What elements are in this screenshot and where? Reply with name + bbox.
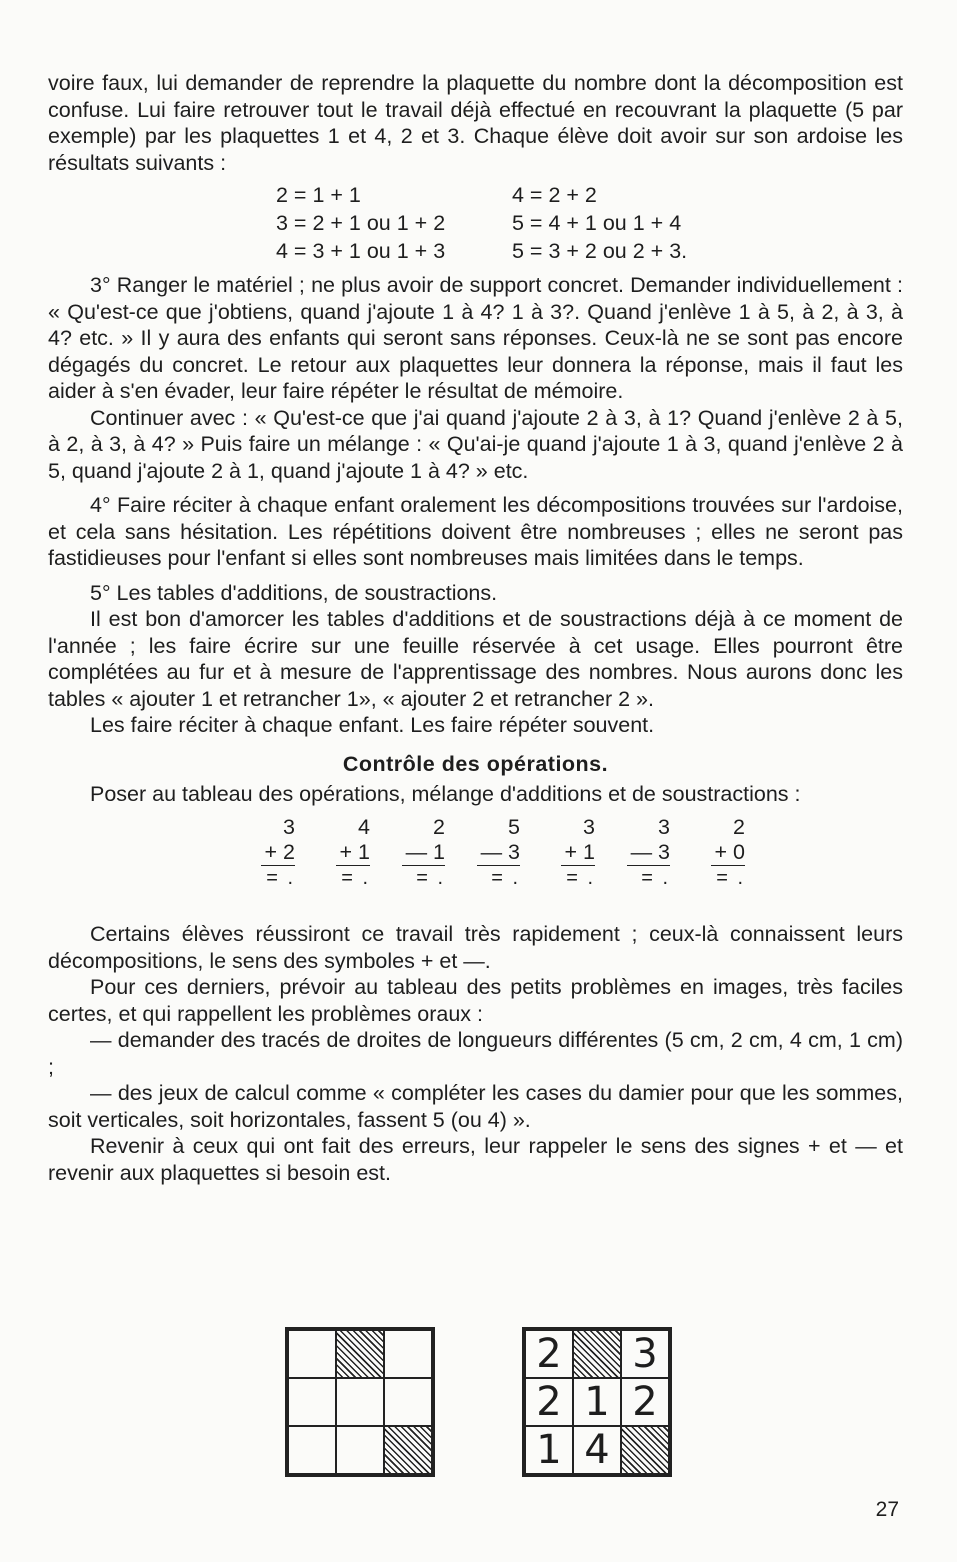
- grid-cell: 2: [621, 1378, 669, 1426]
- operand-top: 3: [283, 815, 295, 839]
- operation-result: = .: [266, 867, 295, 889]
- paragraph: Continuer avec : « Qu'est-ce que j'ai quand j'ajoute 2 à 3, à 1? Quand j'enlève 2 à 5, à 2, à 3, à 4? » Puis faire un mélange : « Qu'ai-je quand j'ajoute 1 à 3, quand j'enlève 2 à 5, quand j'ajoute 2 à 1, quand j'ajoute 1 à 4? » etc.: [48, 405, 903, 483]
- grid-cell: [384, 1378, 432, 1426]
- operation-result: = .: [641, 867, 670, 889]
- paragraph: Certains élèves réussiront ce travail très rapidement ; ceux-là connaissent leurs décompositions, le sens des symboles + et —.: [48, 922, 903, 973]
- paragraph: voire faux, lui demander de reprendre la plaquette du nombre dont la décomposition est confuse. Lui faire retrouver tout le travail déjà effectué en recouvrant la plaquette (5 par exemple) par les plaquettes 1 et 4, 2 et 3. Chaque élève doit avoir sur son ardoise les résultats suivants :: [48, 71, 903, 175]
- paragraph: — demander des tracés de droites de longueurs différentes (5 cm, 2 cm, 4 cm, 1 cm) ;: [48, 1028, 903, 1079]
- operand-top: 5: [508, 815, 520, 839]
- grid-cell: 2: [525, 1378, 573, 1426]
- hatched-cell: [384, 1426, 432, 1474]
- operation: [220, 815, 295, 891]
- operand-bottom: + 0: [711, 840, 746, 866]
- page-number: 27: [875, 1498, 899, 1521]
- paragraph: Pour ces derniers, prévoir au tableau des petits problèmes en images, très faciles certes, et qui rappellent les problèmes oraux :: [48, 975, 903, 1026]
- hatched-cell: [573, 1330, 621, 1378]
- equations-block: [276, 182, 903, 264]
- paragraph: Revenir à ceux qui ont fait des erreurs, leur rappeler le sens des signes + et — et revenir aux plaquettes si besoin est.: [48, 1134, 903, 1185]
- operation-result: = .: [341, 867, 370, 889]
- operation: [520, 815, 595, 891]
- paragraph: Les faire réciter à chaque enfant. Les faire répéter souvent.: [90, 713, 655, 737]
- operation: [595, 815, 670, 891]
- operations-row: [220, 815, 903, 891]
- paragraph: Il est bon d'amorcer les tables d'additions et de soustractions déjà à ce moment de l'année ; les faire écrire sur une feuille réservée à cet usage. Elles pourront être complétées au fur et à mesure de l'apprentissage des nombres. Nous aurons donc les tables « ajouter 1 et retrancher 1», « ajouter 2 et retrancher 2 ».: [48, 607, 903, 711]
- paragraph: 3° Ranger le matériel ; ne plus avoir de support concret. Demander individuellement : « Qu'est-ce que j'obtiens, quand j'ajoute 1 à 4? 1 à 3?. Quand j'enlève 1 à 5, à 2, à 3, à 4? etc. » Il y aura des enfants qui seront sans réponses. Ceux-là ne se sont pas encore dégagés du concret. Le retour aux plaquettes leur donnera la réponse, mais il faut les aider à s'en évader, leur faire répéter le résultat de mémoire.: [48, 273, 903, 403]
- operand-top: 4: [358, 815, 370, 839]
- grid-cell: [336, 1378, 384, 1426]
- operation: [445, 815, 520, 891]
- hatched-cell: [621, 1426, 669, 1474]
- operand-top: 2: [733, 815, 745, 839]
- grid-cell: [288, 1330, 336, 1378]
- operand-bottom: + 2: [261, 840, 296, 866]
- page-body: [48, 70, 903, 1186]
- operation-result: = .: [566, 867, 595, 889]
- empty-checkerboard: [285, 1327, 435, 1477]
- hatched-cell: [336, 1330, 384, 1378]
- paragraph: Poser au tableau des opérations, mélange d'additions et de soustractions :: [90, 781, 801, 806]
- operand-bottom: + 1: [561, 840, 596, 866]
- operand-bottom: — 3: [477, 840, 520, 866]
- grid-cell: [288, 1378, 336, 1426]
- grid-cell: [384, 1330, 432, 1378]
- paragraph: 5° Les tables d'additions, de soustractions.: [90, 580, 498, 605]
- equation: 5 = 4 + 1 ou 1 + 4: [512, 211, 682, 235]
- operand-bottom: — 3: [627, 840, 670, 866]
- grid-cell: 2: [525, 1330, 573, 1378]
- paragraph: — des jeux de calcul comme « compléter les cases du damier pour que les sommes, soit verticales, soit horizontales, fassent 5 (ou 4) ».: [48, 1081, 903, 1132]
- equation: 4 = 2 + 2: [512, 183, 597, 207]
- grid-cell: 1: [573, 1378, 621, 1426]
- paragraph: 4° Faire réciter à chaque enfant oralement les décompositions trouvées sur l'ardoise, et cela sans hésitation. Les répétitions doivent être nombreuses ; elles ne seront pas fastidieuses pour l'enfant si elles sont nombreuses mais limitées dans le temps.: [48, 493, 903, 570]
- operand-top: 2: [433, 815, 445, 839]
- grid-cell: 3: [621, 1330, 669, 1378]
- grid-cell: 1: [525, 1426, 573, 1474]
- equation: 5 = 3 + 2 ou 2 + 3.: [512, 239, 688, 263]
- operand-top: 3: [583, 815, 595, 839]
- operation: [370, 815, 445, 891]
- operation-result: = .: [491, 867, 520, 889]
- equation: 3 = 2 + 1 ou 1 + 2: [276, 211, 446, 235]
- equation: 2 = 1 + 1: [276, 183, 361, 207]
- grid-cell: [336, 1426, 384, 1474]
- section-title: Contrôle des opérations.: [342, 751, 609, 776]
- grid-cell: 4: [573, 1426, 621, 1474]
- grid-cell: [288, 1426, 336, 1474]
- operation-result: = .: [416, 867, 445, 889]
- operation: [670, 815, 745, 891]
- operand-bottom: — 1: [402, 840, 445, 866]
- operand-bottom: + 1: [336, 840, 371, 866]
- equation: 4 = 3 + 1 ou 1 + 3: [276, 239, 446, 263]
- operand-top: 3: [658, 815, 670, 839]
- operation-result: = .: [716, 867, 745, 889]
- operation: [295, 815, 370, 891]
- checkerboard-figures: [285, 1327, 685, 1477]
- filled-checkerboard: [522, 1327, 672, 1477]
